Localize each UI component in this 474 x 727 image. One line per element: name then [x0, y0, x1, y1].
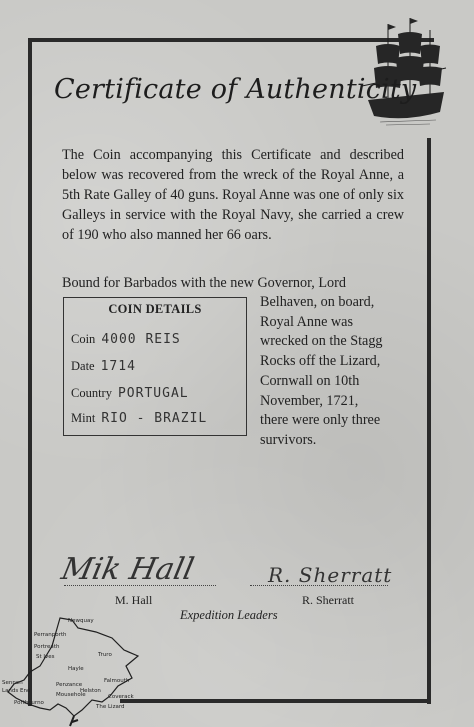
cornwall-map [0, 600, 150, 727]
map-label: St Ives [36, 654, 55, 660]
coin-details-heading: COIN DETAILS [108, 302, 202, 316]
date-label: Date [71, 359, 95, 373]
history-paragraph: The Coin accompanying this Certificate and described below was recovered from the wreck of the Royal Anne, a 5th Rate Galley of 40 guns. Royal Anne was one of only six Galleys in service with the Royal Navy, she carried a crew of 190 who also manned her 66 oars. [62, 147, 404, 243]
mint-label: Mint [71, 411, 96, 425]
sherratt-name: R. Sherratt [302, 593, 354, 607]
map-label: Truro [98, 652, 112, 658]
certificate-border-right [427, 138, 431, 704]
coin-row [71, 332, 181, 347]
map-label: Hayle [68, 666, 84, 672]
sherratt-signature-line [250, 585, 388, 586]
map-label: Porthcurno [14, 700, 44, 706]
hall-name: M. Hall [115, 593, 153, 607]
map-label: Perranporth [34, 632, 67, 638]
wreck-line: Belhaven, on board, [260, 294, 375, 310]
map-label: Penzance [56, 682, 83, 688]
country-row [71, 386, 189, 401]
date-value: 1714 [100, 359, 136, 374]
date-row [71, 359, 136, 374]
wreck-line: Cornwall on 10th [260, 372, 360, 389]
mint-value: RIO - BRAZIL [101, 411, 208, 426]
wreck-description [260, 293, 410, 451]
wreck-line: there were only three [260, 412, 381, 429]
map-label: Portreath [34, 644, 60, 650]
wreck-line: survivors. [260, 431, 317, 448]
voyage-text-line: Bound for Barbados with the new Governor, Lord [62, 275, 346, 291]
galleon-icon [360, 16, 448, 128]
certificate-title: Certificate of Authenticity [54, 74, 417, 105]
map-label: Lands End [2, 688, 31, 694]
country-label: Country [71, 386, 112, 400]
hall-signature: Mik Hall [58, 552, 197, 587]
hall-signature-line [64, 585, 216, 586]
wreck-line: Royal Anne was [260, 313, 353, 330]
map-label: Newquay [68, 618, 94, 624]
wreck-line: wrecked on the Stagg [260, 333, 383, 350]
coin-label: Coin [71, 332, 96, 346]
wreck-line: November, 1721, [260, 392, 359, 409]
coin-details-box [63, 297, 247, 436]
expedition-leaders-caption: Expedition Leaders [180, 608, 278, 622]
map-label: Coverack [108, 694, 134, 700]
map-label: The Lizard [96, 704, 125, 710]
country-value: PORTUGAL [117, 386, 189, 401]
coin-value: 4000 REIS [101, 332, 181, 347]
map-label: Mousehole [56, 692, 86, 698]
sherratt-signature: R. Sherratt [268, 563, 393, 587]
certificate-border-bottom [120, 699, 431, 703]
map-label: Helston [80, 688, 101, 694]
wreck-line: Rocks off the Lizard, [260, 353, 381, 370]
map-label: Sennen [2, 680, 23, 686]
map-label: Falmouth [104, 678, 130, 684]
mint-row [71, 411, 207, 426]
